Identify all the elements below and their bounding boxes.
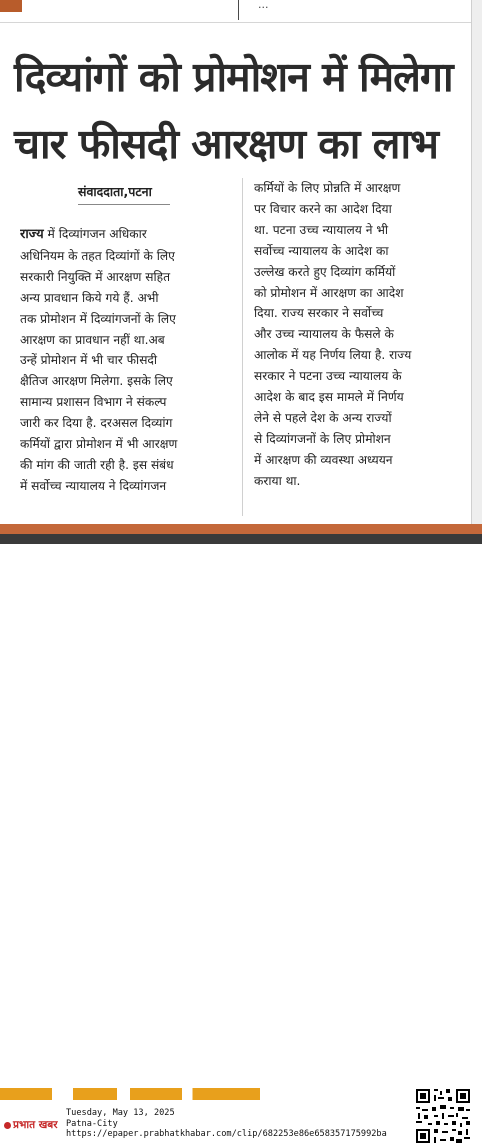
article-line: सर्वोच्च न्यायालय के आदेश का: [254, 243, 389, 258]
qr-code-icon[interactable]: [414, 1087, 472, 1145]
byline-underline: [78, 204, 170, 205]
article-line: जारी कर दिया है. दरअसल दिव्यांग: [20, 416, 173, 431]
clip-url[interactable]: https://epaper.prabhatkhabar.com/clip/682253e86e658357175992ba: [66, 1129, 387, 1140]
byline: संवाददाता,पटना: [78, 184, 152, 199]
article-column-left: [20, 224, 236, 497]
headline-line-1: दिव्यांगों को प्रोमोशन में मिलेगा: [14, 53, 453, 101]
headline-line-2: चार फीसदी आरक्षण का लाभ: [14, 120, 438, 168]
article-line: की मांग की जाती रही है. इस संबंध: [20, 457, 174, 472]
article-line: उन्हें प्रोमोशन में भी चार फीसदी: [20, 353, 158, 368]
article-line: कर्मियों के लिए प्रोन्नति में आरक्षण: [254, 181, 401, 195]
clip-date: Tuesday, May 13, 2025: [66, 1108, 175, 1118]
clip-metadata: [66, 1108, 387, 1140]
clip-edition: Patna-City: [66, 1118, 118, 1129]
logo-mark-icon: [4, 1122, 11, 1129]
article-line: में सर्वोच्च न्यायालय ने दिव्यांगजन: [20, 478, 167, 493]
article-line: में आरक्षण की व्यवस्था अध्ययन: [254, 452, 393, 467]
article-line: आलोक में यह निर्णय लिया है. राज्य: [254, 348, 412, 363]
article-line: और उच्च न्यायालय के फैसले के: [254, 327, 394, 342]
next-article-strip: [0, 1088, 260, 1100]
newspaper-clipping: [0, 0, 482, 530]
article-column-right: [254, 178, 470, 492]
previous-article-text-fragment: ...: [258, 0, 269, 11]
article-line: कर्मियों द्वारा प्रोमोशन में भी आरक्षण: [20, 437, 178, 452]
clip-footer: [0, 544, 482, 1140]
article-line: उल्लेख करते हुए दिव्यांग कर्मियों: [254, 264, 396, 279]
article-line: सरकार ने पटना उच्च न्यायालय के: [254, 369, 402, 384]
article-line: राज्य में दिव्यांगजन अधिकार: [20, 227, 147, 242]
article-line: सामान्य प्रशासन विभाग ने संकल्प: [20, 395, 167, 410]
article-line: आदेश के बाद इस मामले में निर्णय: [254, 390, 404, 405]
lead-word: राज्य: [20, 227, 44, 242]
article-line: अन्य प्रावधान किये गये हैं. अभी: [20, 290, 159, 305]
article-line: लेने से पहले देश के अन्य राज्यों: [254, 410, 392, 425]
previous-article-fragment: [0, 0, 22, 12]
publisher-logo: प्रभात खबर: [4, 1118, 58, 1132]
column-divider: [238, 0, 239, 20]
article-line: पर विचार करने का आदेश दिया: [254, 201, 392, 216]
article-line: तक प्रोमोशन में दिव्यांगजनों के लिए: [20, 311, 176, 326]
article-line: कराया था.: [254, 473, 301, 488]
article-line: आरक्षण का प्रावधान नहीं था.अब: [20, 332, 165, 347]
article-line: को प्रोमोशन में आरक्षण का आदेश: [254, 285, 404, 300]
article-line: से दिव्यांगजनों के लिए प्रोमोशन: [254, 431, 391, 446]
bottom-accent-band: [0, 524, 482, 534]
page-edge: [471, 0, 482, 530]
article-line: सरकारी नियुक्ति में आरक्षण सहित: [20, 269, 171, 284]
article-line: था. पटना उच्च न्यायालय ने भी: [254, 222, 389, 237]
column-separator: [242, 178, 243, 516]
article-line: अधिनियम के तहत दिव्यांगों के लिए: [20, 248, 175, 263]
article-line: क्षैतिज आरक्षण मिलेगा. इसके लिए: [20, 374, 173, 389]
article-line: दिया. राज्य सरकार ने सर्वोच्च: [254, 306, 384, 321]
bottom-dark-band: [0, 534, 482, 544]
